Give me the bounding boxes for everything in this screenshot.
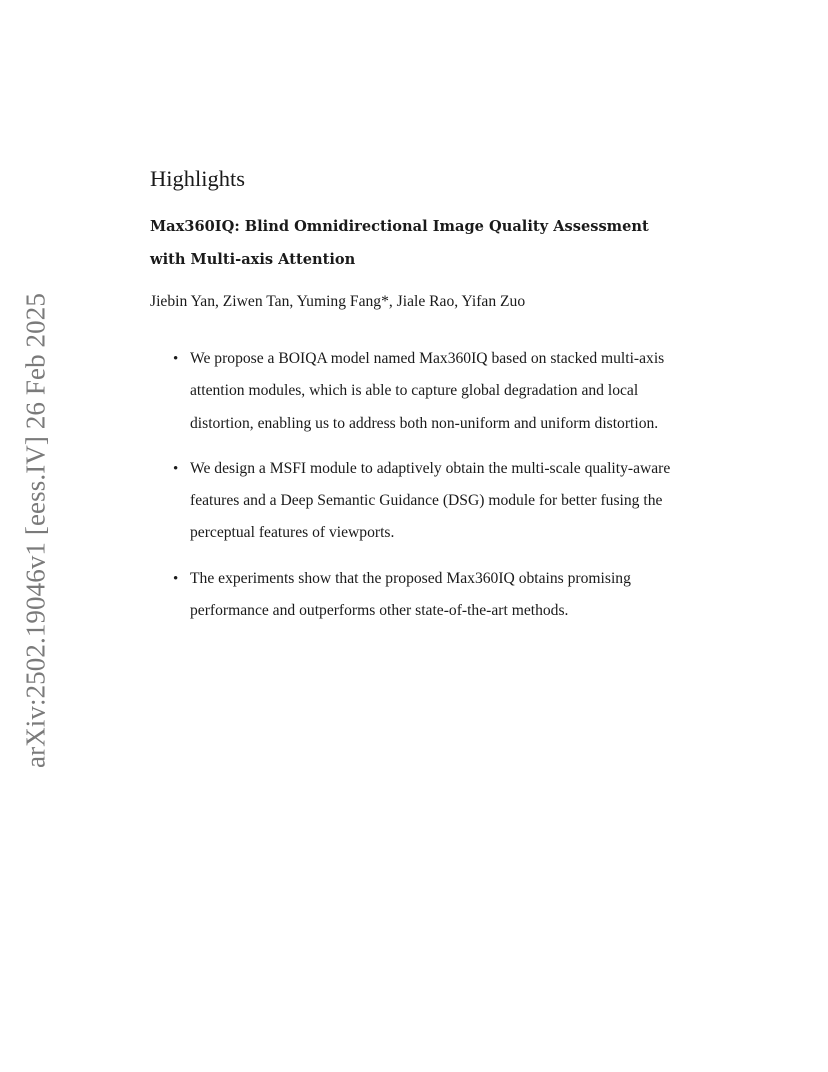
author-list: Jiebin Yan, Ziwen Tan, Yuming Fang*, Jiale Rao, Yifan Zuo <box>150 293 526 310</box>
highlight-text: The experiments show that the proposed Max360IQ obtains promising performance and outperforms other state-of-the-art methods. <box>190 569 631 620</box>
section-title: Highlights <box>150 166 246 191</box>
highlights-list <box>150 343 685 627</box>
bullet-icon: • <box>173 460 179 477</box>
highlight-text: We propose a BOIQA model named Max360IQ based on stacked multi-axis attention modules, which is able to capture global degradation and local distortion, enabling us to address both non-uniform and uniform distortion. <box>190 350 665 432</box>
arxiv-identifier: arXiv:2502.19046v1 [eess.IV] 26 Feb 2025 <box>20 293 51 769</box>
bullet-icon: • <box>173 570 179 587</box>
bullet-icon: • <box>173 351 179 367</box>
paper-title: Max360IQ: Blind Omnidirectional Image Quality Assessment with Multi-axis Attention <box>150 218 649 268</box>
highlight-text: We design a MSFI module to adaptively obtain the multi-scale quality-aware features and a Deep Semantic Guidance (DSG) module for better fusing the perceptual features of viewports. <box>190 459 671 542</box>
highlight-item-3 <box>150 563 685 628</box>
highlight-item-1 <box>150 343 685 440</box>
highlight-item-2 <box>150 453 685 550</box>
highlights-page <box>150 160 685 640</box>
